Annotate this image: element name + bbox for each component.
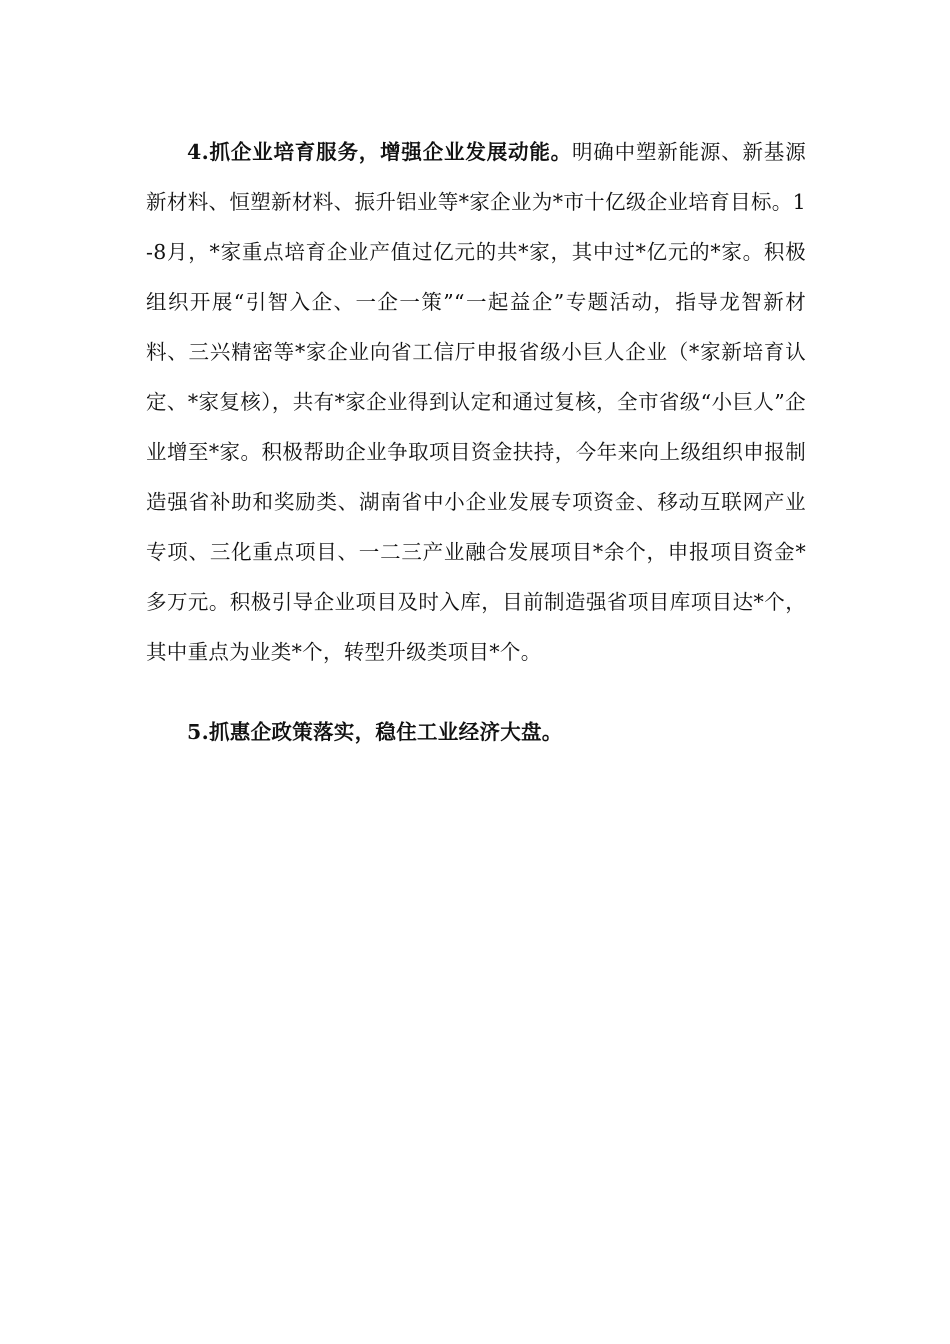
- paragraph-5: [146, 707, 806, 757]
- paragraph-4: [146, 127, 806, 677]
- paragraph-4-body: 明确中塑新能源、新基源新材料、恒塑新材料、振升铝业等*家企业为*市十亿级企业培育目标。1-8月，*家重点培育企业产值过亿元的共*家，其中过*亿元的*家。积极组织开展“引智入企、一企一策”“一起益企”专题活动，指导龙智新材料、三兴精密等*家企业向省工信厅申报省级小巨人企业（*家新培育认定、*家复核），共有*家企业得到认定和通过复核，全市省级“小巨人”企业增至*家。积极帮助企业争取项目资金扶持，今年来向上级组织申报制造强省补助和奖励类、湖南省中小企业发展专项资金、移动互联网产业专项、三化重点项目、一二三产业融合发展项目*余个，申报项目资金*多万元。积极引导企业项目及时入库，目前制造强省项目库项目达*个，其中重点为业类*个，转型升级类项目*个。: [146, 140, 806, 664]
- document-body: [146, 127, 806, 757]
- paragraph-4-heading: 4.抓企业培育服务，增强企业发展动能。: [187, 140, 572, 164]
- paragraph-5-heading: 5.抓惠企政策落实，稳住工业经济大盘。: [187, 720, 563, 744]
